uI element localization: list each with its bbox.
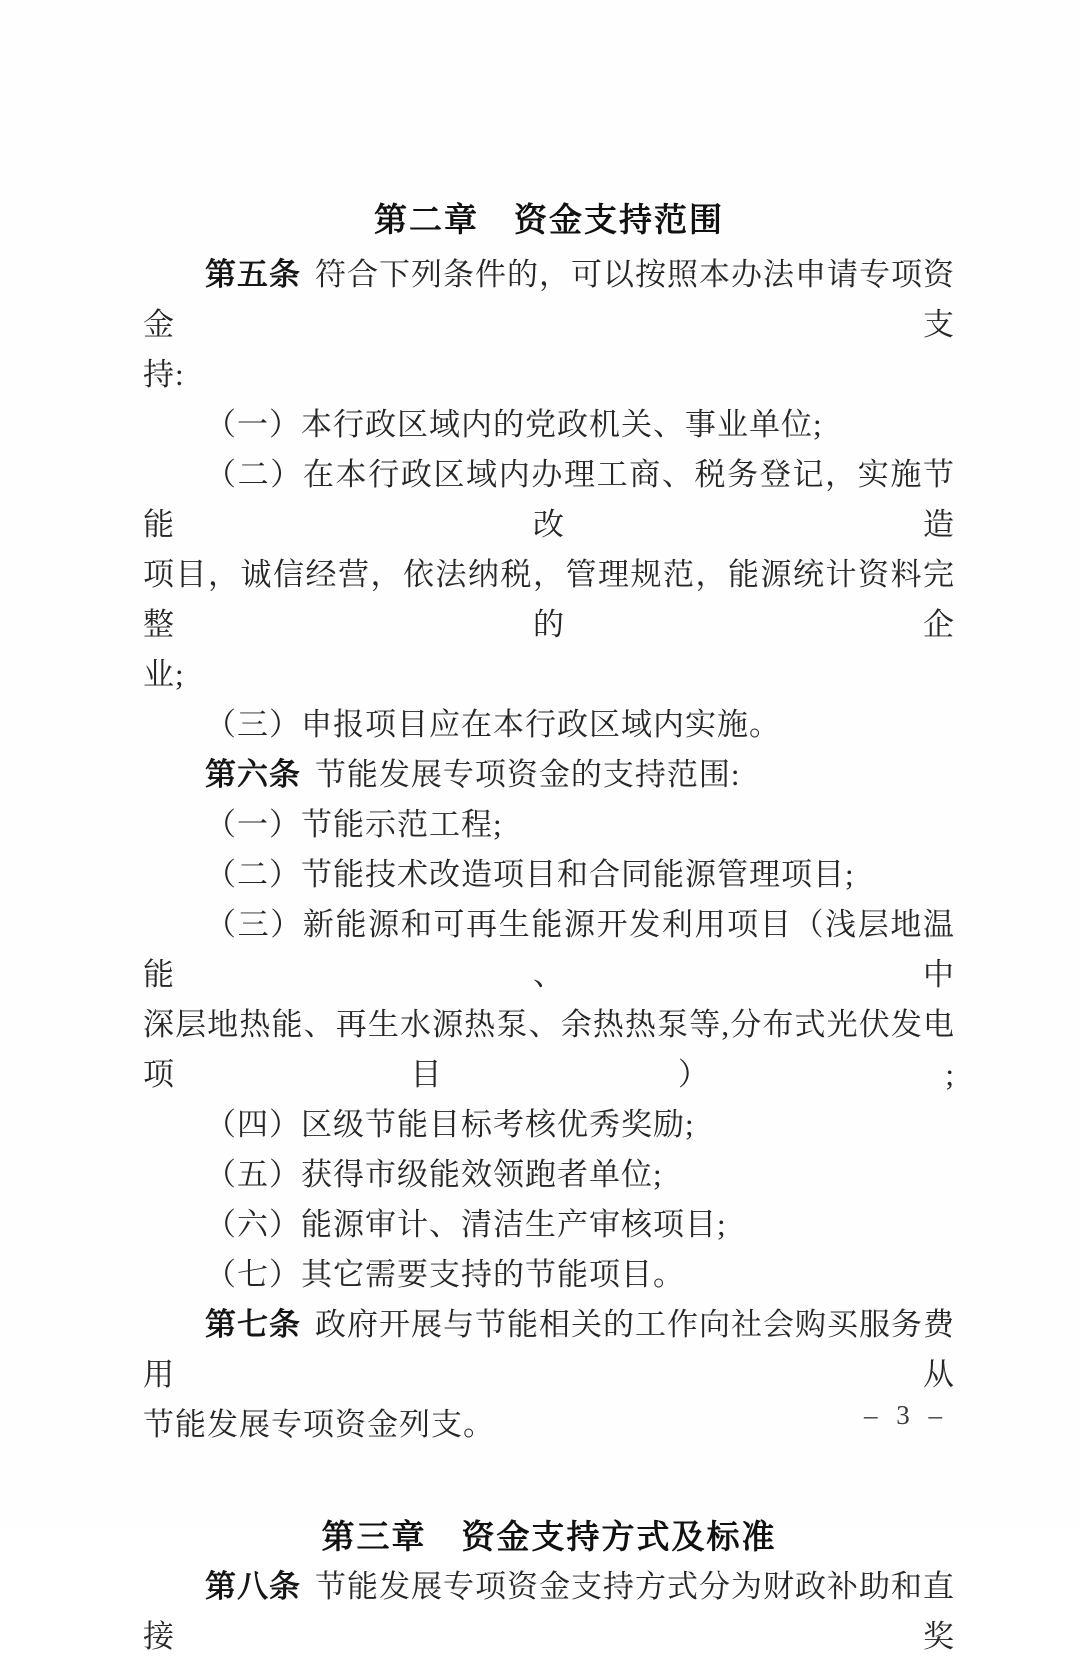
- article-6-item-7: （七）其它需要支持的节能项目。: [205, 1257, 685, 1292]
- article-6-label: 第六条: [205, 757, 301, 792]
- article-8-label: 第八条: [205, 1569, 302, 1604]
- article-6-item-6: （六）能源审计、清洁生产审核项目;: [205, 1207, 727, 1242]
- text-run: 政府开展与节能相关的工作向社会购买服务费用从: [143, 1307, 956, 1392]
- article-5-line-1: [143, 250, 955, 350]
- article-6-item-4: （四）区级节能目标考核优秀奖励;: [205, 1107, 695, 1142]
- chapter-2-heading: 第二章 资金支持范围: [374, 201, 724, 238]
- article-6-item-3-line-2: 深层地热能、再生水源热泵、余热热泵等,分布式光伏发电项目）;: [143, 1007, 955, 1092]
- text-run: 符合下列条件的，可以按照本办法申请专项资金支: [143, 257, 956, 342]
- page-number: – 3 –: [864, 1400, 948, 1430]
- article-6-item-3-line-1: （三）新能源和可再生能源开发利用项目（浅层地温能、中: [143, 907, 955, 992]
- article-5-line-2: 持:: [143, 357, 185, 392]
- document-body: [143, 195, 955, 1662]
- article-6-item-2: （二）节能技术改造项目和合同能源管理项目;: [205, 857, 855, 892]
- article-5-item-2-line-3: 业;: [143, 657, 185, 692]
- article-7-line-2: 节能发展专项资金列支。: [143, 1407, 495, 1442]
- article-6-line-1: [143, 750, 955, 800]
- article-5-item-3: （三）申报项目应在本行政区域内实施。: [205, 707, 781, 742]
- article-5-item-1: （一）本行政区域内的党政机关、事业单位;: [205, 407, 823, 442]
- article-7-line-1: [143, 1300, 955, 1400]
- article-5-label: 第五条: [205, 257, 302, 292]
- article-6-item-5: （五）获得市级能效领跑者单位;: [205, 1157, 663, 1192]
- chapter-3-heading: 第三章 资金支持方式及标准: [321, 1518, 777, 1555]
- article-5-item-2-line-2: 项目，诚信经营，依法纳税，管理规范，能源统计资料完整的企: [143, 557, 955, 642]
- article-5-item-2-line-1: （二）在本行政区域内办理工商、税务登记，实施节能改造: [143, 457, 955, 542]
- text-run: 节能发展专项资金的支持范围:: [314, 757, 741, 792]
- article-6-item-1: （一）节能示范工程;: [205, 807, 503, 842]
- article-8-line-1: [143, 1562, 955, 1662]
- text-run: 节能发展专项资金支持方式分为财政补助和直接奖: [143, 1569, 956, 1654]
- article-7-label: 第七条: [205, 1307, 302, 1342]
